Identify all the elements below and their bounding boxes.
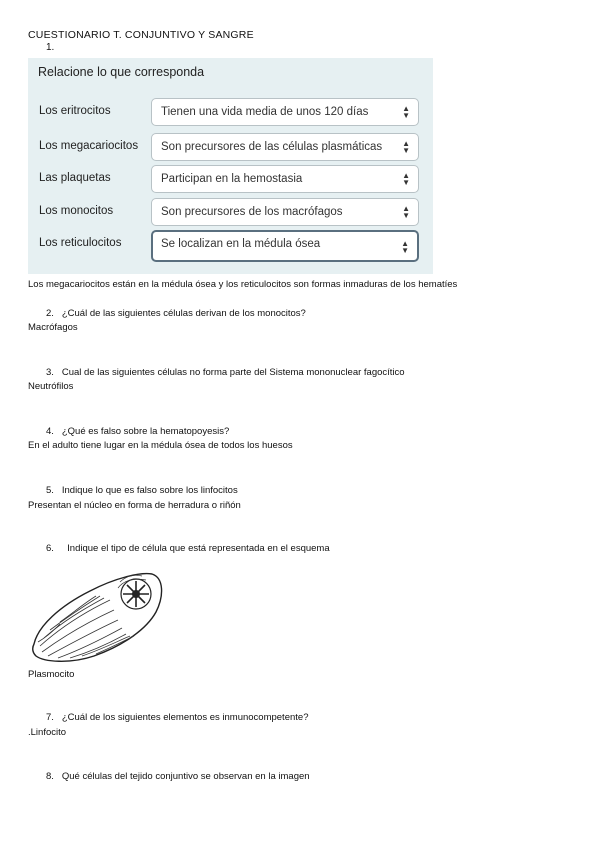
match-label: Las plaquetas [39,172,111,184]
page-title: CUESTIONARIO T. CONJUNTIVO Y SANGRE [28,29,254,41]
question-number: 5. [46,485,54,496]
match-row [28,133,433,163]
question-text: Indique el tipo de célula que está representada en el esquema [67,543,330,554]
question-4 [46,426,229,437]
match-select-value: Son precursores de las células plasmáticas [161,141,383,153]
question-1-number: 1. [46,42,55,53]
question-number: 4. [46,426,54,437]
select-arrows-icon: ▲ ▼ [402,139,410,155]
select-arrows-icon: ▲ ▼ [402,104,410,120]
question-number: 6. [46,543,54,554]
question-number: 3. [46,367,54,378]
match-label: Los eritrocitos [39,105,111,117]
match-row [28,98,433,128]
match-select[interactable] [151,198,419,226]
question-text: ¿Cuál de los siguientes elementos es inmunocompetente? [61,712,309,723]
question-text: Indique lo que es falso sobre los linfocitos [61,485,238,496]
match-select[interactable] [151,98,419,126]
question-6 [46,543,330,554]
match-label: Los megacariocitos [39,140,139,152]
question-text: Cual de las siguientes células no forma parte del Sistema mononuclear fagocítico [61,367,405,378]
question-number: 8. [46,771,54,782]
match-label: Los monocitos [39,205,114,217]
answer-5: Presentan el núcleo en forma de herradura o riñón [28,500,241,511]
matching-panel [28,58,433,274]
match-select-value: Participan en la hemostasia [161,173,303,185]
select-arrows-icon: ▲ ▼ [401,239,409,255]
match-select-value: Se localizan en la médula ósea [161,238,321,250]
match-row [28,198,433,228]
match-select-value: Tienen una vida media de unos 120 días [161,106,369,118]
question-1-note: Los megacariocitos están en la médula ósea y los reticulocitos son formas inmaduras de los hematíes [28,279,458,290]
answer-3: Neutrófilos [28,381,74,392]
answer-2: Macrófagos [28,322,78,333]
match-select[interactable] [151,230,419,262]
question-7 [46,712,308,723]
question-text: Qué células del tejido conjuntivo se observan en la imagen [61,771,310,782]
question-text: ¿Qué es falso sobre la hematopoyesis? [61,426,230,437]
match-select[interactable] [151,165,419,193]
match-select-value: Son precursores de los macrófagos [161,206,343,218]
answer-6: Plasmocito [28,669,75,680]
plasma-cell-drawing [30,566,164,664]
select-arrows-icon: ▲ ▼ [402,204,410,220]
answer-4: En el adulto tiene lugar en la médula ósea de todos los huesos [28,440,293,451]
match-row [28,230,433,260]
question-number: 2. [46,308,54,319]
question-2 [46,308,306,319]
match-select[interactable] [151,133,419,161]
question-3 [46,367,405,378]
question-number: 7. [46,712,54,723]
match-label: Los reticulocitos [39,237,122,249]
select-arrows-icon: ▲ ▼ [402,171,410,187]
match-row [28,165,433,195]
question-5 [46,485,238,496]
matching-panel-title: Relacione lo que corresponda [38,65,205,79]
question-8 [46,771,310,782]
answer-7: .Linfocito [28,727,67,738]
question-text: ¿Cuál de las siguientes células derivan de los monocitos? [61,308,306,319]
